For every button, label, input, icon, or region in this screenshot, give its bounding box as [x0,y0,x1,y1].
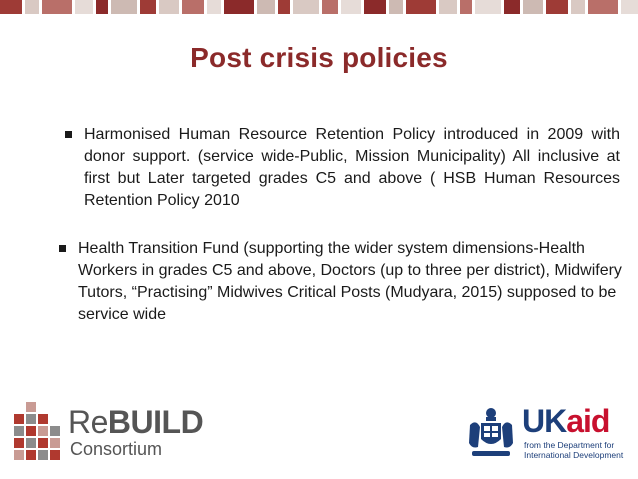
band-tile [182,0,204,14]
band-tile [439,0,457,14]
bullet-item [64,124,620,212]
rebuild-subtitle: Consortium [70,439,163,459]
band-tile [25,0,39,14]
band-tile [293,0,319,14]
bullet-item [58,238,638,326]
band-tile [140,0,156,14]
band-tile [341,0,361,14]
band-tile [224,0,254,14]
band-tile [460,0,472,14]
slide-title: Post crisis policies [190,42,448,73]
bullet-list [64,124,620,212]
decorative-top-band [0,0,638,14]
royal-crest-icon [466,405,516,461]
ukaid-logo [466,405,626,467]
band-tile [322,0,338,14]
band-tile [504,0,520,14]
band-tile [0,0,22,14]
band-tile [42,0,72,14]
ukaid-subtitle: from the Department for International Development [524,440,624,460]
band-tile [588,0,618,14]
band-tile [546,0,568,14]
band-tile [278,0,290,14]
band-tile [96,0,108,14]
bullet-text: Health Transition Fund (supporting the wider system dimensions-Health Workers in grades C5 and above, Doctors (up to three per district), Midwifery Tutors, “Practising” Midwives Critical Posts (Mudyara, 2015) supposed to be service wide [78,240,622,323]
band-tile [475,0,501,14]
bullet-marker-icon [59,245,66,252]
band-tile [159,0,179,14]
band-tile [523,0,543,14]
rebuild-consortium-logo [14,402,214,464]
band-tile [257,0,275,14]
band-tile [389,0,403,14]
band-tile [364,0,386,14]
band-tile [406,0,436,14]
bullet-text: Harmonised Human Resource Retention Policy introduced in 2009 with donor support. (service wide-Public, Mission Municipality) All inclusive at first but Later targeted grades C5 and above ( HSB Human Resources Retention Policy 2010 [84,126,620,209]
band-tile [75,0,93,14]
band-tile [621,0,638,14]
band-tile [111,0,137,14]
bullet-marker-icon [65,131,72,138]
ukaid-wordmark: UKaid [522,403,610,439]
rebuild-wordmark: ReBUILD [68,404,204,440]
band-tile [571,0,585,14]
band-tile [207,0,221,14]
